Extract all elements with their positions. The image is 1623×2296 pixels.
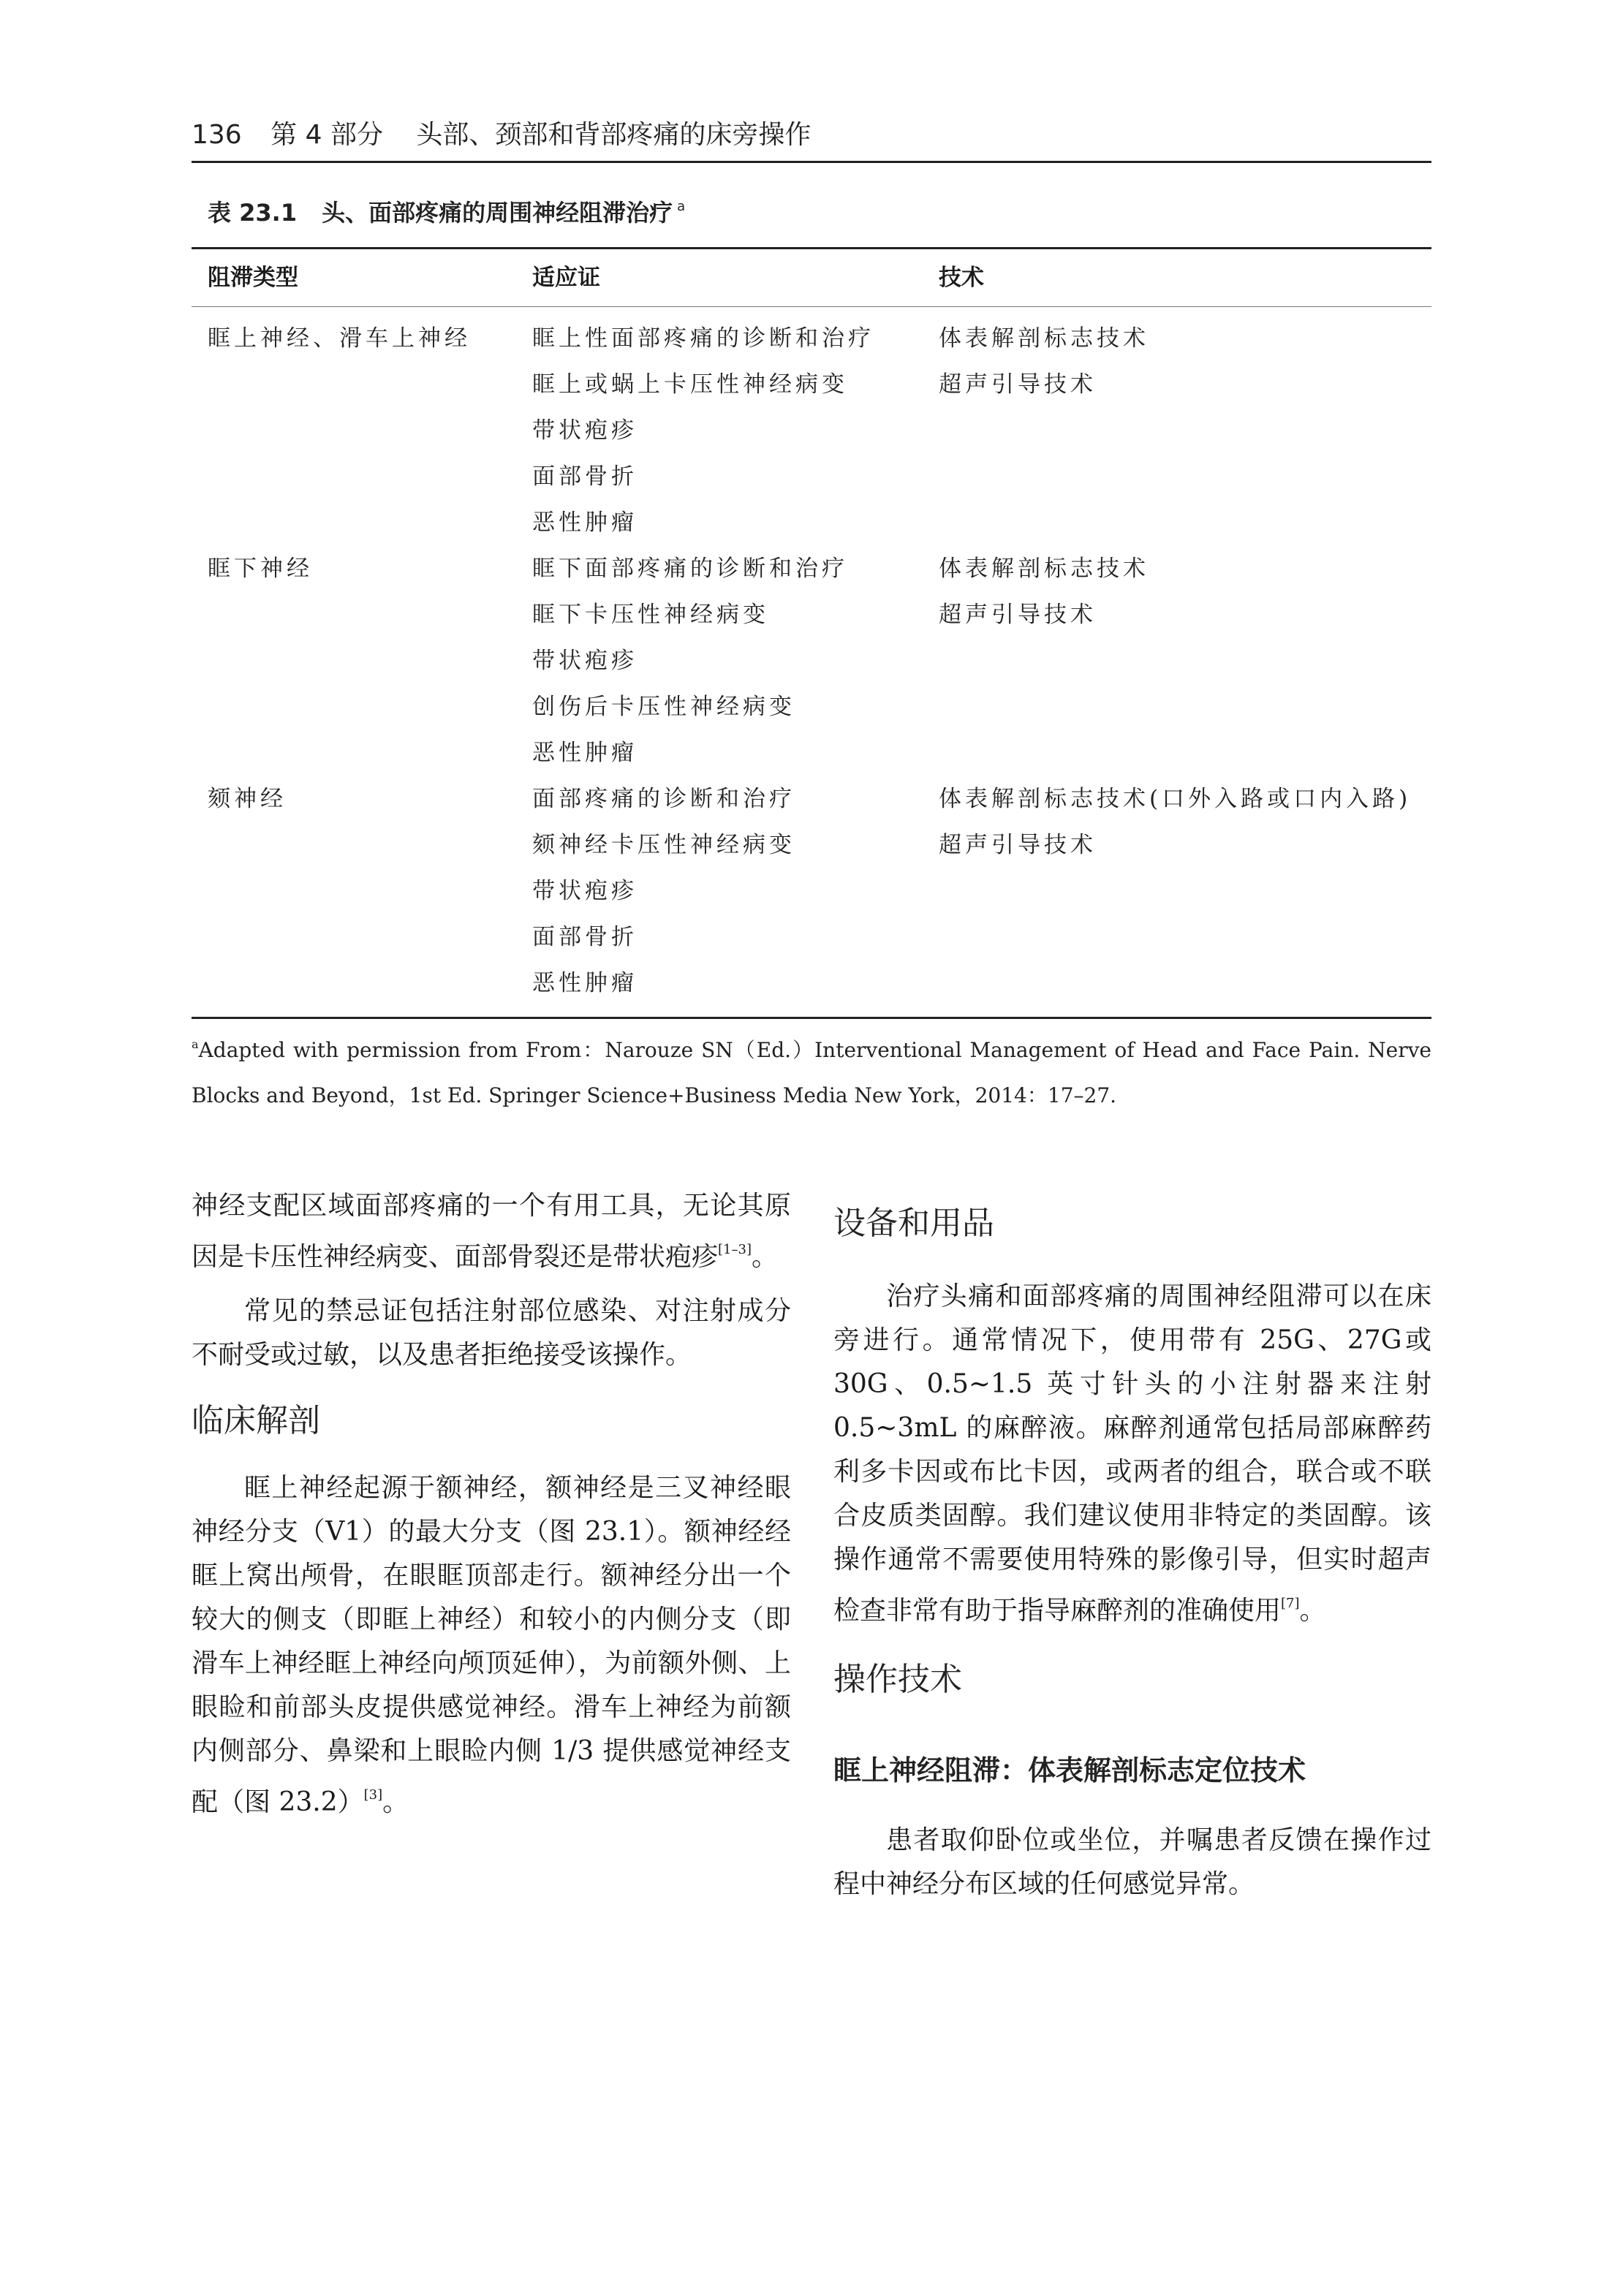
technique-item: 体表解剖标志技术 [939, 556, 1149, 582]
paragraph: 患者取仰卧位或坐位，并嘱患者反馈在操作过程中神经分布区域的任何感觉异常。 [833, 1825, 1431, 1899]
citation: [3] [363, 1787, 383, 1803]
left-column [192, 1184, 791, 1825]
footnote-mark: a [192, 1037, 199, 1051]
footnote-text: Adapted with permission from From：Narouze SN（Ed.）Interventional Management of Head and Face Pain. Nerve Blocks and Beyond，1st Ed. Springer Science+Business Media New York，2014：17–27. [192, 1038, 1431, 1107]
cell-technique [939, 546, 1149, 638]
col-header-indications: 适应证 [532, 265, 600, 291]
technique-item: 超声引导技术 [939, 371, 1097, 398]
running-header [192, 110, 1431, 163]
paragraph [192, 1466, 791, 1825]
indication-item: 恶性肿瘤 [532, 509, 638, 536]
technique-item: 超声引导技术 [939, 602, 1097, 628]
indication-item: 眶下面部疼痛的诊断和治疗 [532, 556, 848, 582]
table-title: 头、面部疼痛的周围神经阻滞治疗 [322, 199, 673, 227]
section-heading-equipment: 设备和用品 [833, 1205, 994, 1242]
table-row [192, 316, 1431, 546]
technique-item: 体表解剖标志技术 [939, 325, 1149, 352]
cell-technique [939, 316, 1149, 408]
paragraph-end: 。 [1299, 1596, 1326, 1626]
col-header-technique: 技术 [939, 265, 984, 291]
citation: [1–3] [718, 1242, 752, 1257]
paragraph-text: 神经支配区域面部疼痛的一个有用工具，无论其原因是卡压性神经病变、面部骨裂还是带状疱疹 [192, 1191, 791, 1272]
nerve-block-table [192, 247, 1431, 1019]
col-header-type: 阻滞类型 [208, 265, 298, 291]
section-heading-technique: 操作技术 [833, 1661, 962, 1698]
table-caption [208, 194, 685, 228]
cell-block-type: 眶下神经 [208, 556, 313, 582]
indication-item: 带状疱疹 [532, 878, 638, 904]
table-row [192, 546, 1431, 776]
paragraph: 常见的禁忌证包括注射部位感染、对注射成分不耐受或过敏，以及患者拒绝接受该操作。 [192, 1296, 791, 1370]
paragraph-end: 。 [751, 1242, 778, 1272]
table-row [192, 776, 1431, 1007]
indication-item: 恶性肿瘤 [532, 970, 638, 996]
indication-item: 眶上性面部疼痛的诊断和治疗 [532, 325, 874, 352]
technique-item: 体表解剖标志技术(口外入路或口内入路) [939, 786, 1412, 812]
technique-item: 超声引导技术 [939, 832, 1097, 858]
paragraph [192, 1184, 791, 1279]
indication-item: 眶下卡压性神经病变 [532, 602, 769, 628]
paragraph-end: 。 [382, 1787, 409, 1817]
part-label: 第 4 部分 [270, 120, 383, 150]
page-number: 136 [192, 120, 242, 150]
table-header-row [192, 249, 1431, 307]
section-heading-anatomy: 临床解剖 [192, 1402, 320, 1439]
indication-item: 恶性肿瘤 [532, 740, 638, 766]
cell-technique [939, 776, 1411, 868]
indication-item: 带状疱疹 [532, 648, 638, 674]
citation: [7] [1281, 1596, 1300, 1611]
indication-item: 面部疼痛的诊断和治疗 [532, 786, 795, 812]
paragraph-text: 眶上神经起源于额神经，额神经是三叉神经眼神经分支（V1）的最大分支（图 23.1）。额神经经眶上窝出颅骨，在眼眶顶部走行。额神经分出一个较大的侧支（即眶上神经）和较小的内侧分支（即滑车上神经眶上神经向颅顶延伸），为前额外侧、上眼睑和前部头皮提供感觉神经。滑车上神经为前额内侧部分、鼻梁和上眼睑内侧 1/3 提供感觉神经支配（图 23.2） [192, 1473, 791, 1817]
table-footnote [192, 1022, 1431, 1118]
header-title: 头部、颈部和背部疼痛的床旁操作 [416, 120, 812, 150]
table-title-note: a [677, 199, 686, 214]
right-column [833, 1184, 1431, 1906]
cell-block-type: 颏神经 [208, 786, 287, 812]
paragraph [833, 1275, 1431, 1633]
indication-item: 创伤后卡压性神经病变 [532, 694, 795, 720]
cell-block-type: 眶上神经、滑车上神经 [208, 325, 471, 352]
indication-item: 带状疱疹 [532, 417, 638, 444]
paragraph-text: 治疗头痛和面部疼痛的周围神经阻滞可以在床旁进行。通常情况下，使用带有 25G、27G或 30G、0.5~1.5 英寸针头的小注射器来注射 0.5~3mL 的麻醉液。麻醉剂通常包括局部麻醉药利多卡因或布比卡因，或两者的组合，联合或不联合皮质类固醇。我们建议使用非特定的类固醇。该操作通常不需要使用特殊的影像引导，但实时超声检查非常有助于指导麻醉剂的准确使用 [833, 1281, 1431, 1626]
table-number: 表 23.1 [208, 199, 298, 227]
indication-item: 面部骨折 [532, 463, 638, 490]
table-body [192, 307, 1431, 1017]
indication-item: 颏神经卡压性神经病变 [532, 832, 795, 858]
subsection-heading: 眶上神经阻滞：体表解剖标志定位技术 [833, 1754, 1306, 1787]
indication-item: 面部骨折 [532, 924, 638, 950]
indication-item: 眶上或蜗上卡压性神经病变 [532, 371, 848, 398]
